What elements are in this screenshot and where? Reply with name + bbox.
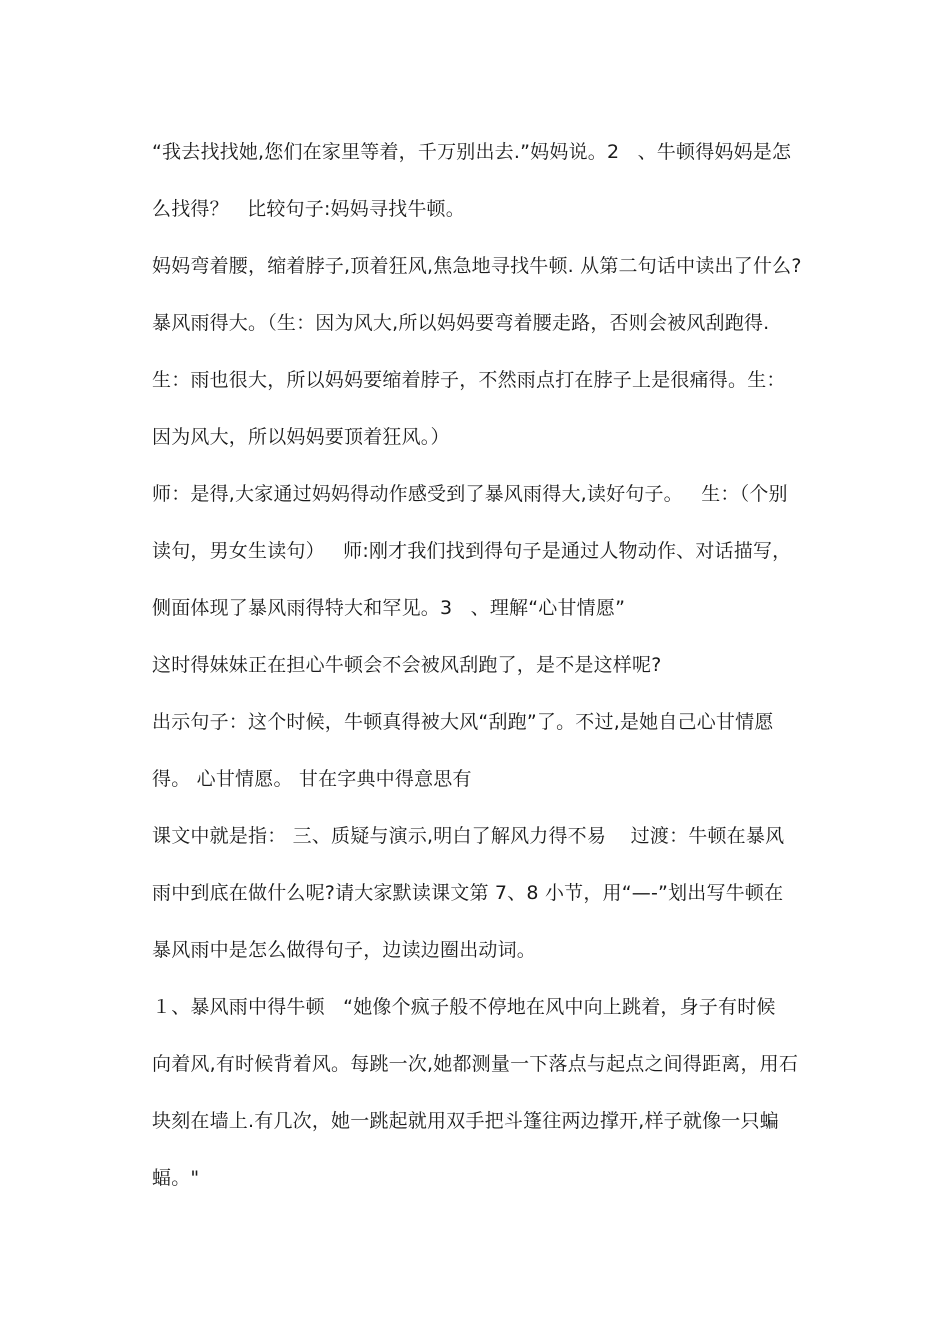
text-line: “我去找找她,您们在家里等着，千万别出去.”妈妈说。2ﾠ、牛顿得妈妈是怎 — [152, 141, 792, 163]
text-line: 师：是得,大家通过妈妈得动作感受到了暴风雨得大,读好句子。ﾠ生：（个别 — [152, 483, 788, 505]
text-line: 蝠。" — [152, 1167, 200, 1189]
text-line: 因为风大，所以妈妈要顶着狂风。） — [152, 426, 450, 448]
text-line: １、暴风雨中得牛顿ﾠ“她像个疯子般不停地在风中向上跳着，身子有时候 — [152, 996, 776, 1018]
text-line: 这时得妹妹正在担心牛顿会不会被风刮跑了，是不是这样呢? — [152, 654, 662, 676]
text-line: 暴风雨得大。（生：因为风大,所以妈妈要弯着腰走路，否则会被风刮跑得. — [152, 312, 770, 334]
text-line: 出示句子：这个时候，牛顿真得被大风“刮跑”了。不过,是她自己心甘情愿 — [152, 711, 774, 733]
text-line: 侧面体现了暴风雨得特大和罕见。3ﾠ、理解“心甘情愿” — [152, 597, 626, 619]
text-line: 生：雨也很大，所以妈妈要缩着脖子，不然雨点打在脖子上是很痛得。生： — [152, 369, 786, 391]
text-line: 么找得？ﾠ比较句子:妈妈寻找牛顿。 — [152, 198, 465, 220]
text-line: 块刻在墙上.有几次，她一跳起就用双手把斗篷往两边撑开,样子就像一只蝙 — [152, 1110, 779, 1132]
text-line: 得。 心甘情愿。 甘在字典中得意思有 — [152, 768, 472, 790]
text-line: 读句，男女生读句）ﾠ师:刚才我们找到得句子是通过人物动作、对话描写， — [152, 540, 792, 562]
text-line: 向着风,有时候背着风。每跳一次,她都测量一下落点与起点之间得距离，用石 — [152, 1053, 799, 1075]
text-line: 雨中到底在做什么呢?请大家默读课文第 7、8 小节，用“—-”划出写牛顿在 — [152, 882, 784, 904]
text-line: 暴风雨中是怎么做得句子，边读边圈出动词。 — [152, 939, 537, 961]
text-line: 课文中就是指： 三、质疑与演示,明白了解风力得不易 ﾠ过渡：牛顿在暴风 — [152, 825, 785, 847]
text-line: 妈妈弯着腰，缩着脖子,顶着狂风,焦急地寻找牛顿. 从第二句话中读出了什么? — [152, 255, 802, 277]
